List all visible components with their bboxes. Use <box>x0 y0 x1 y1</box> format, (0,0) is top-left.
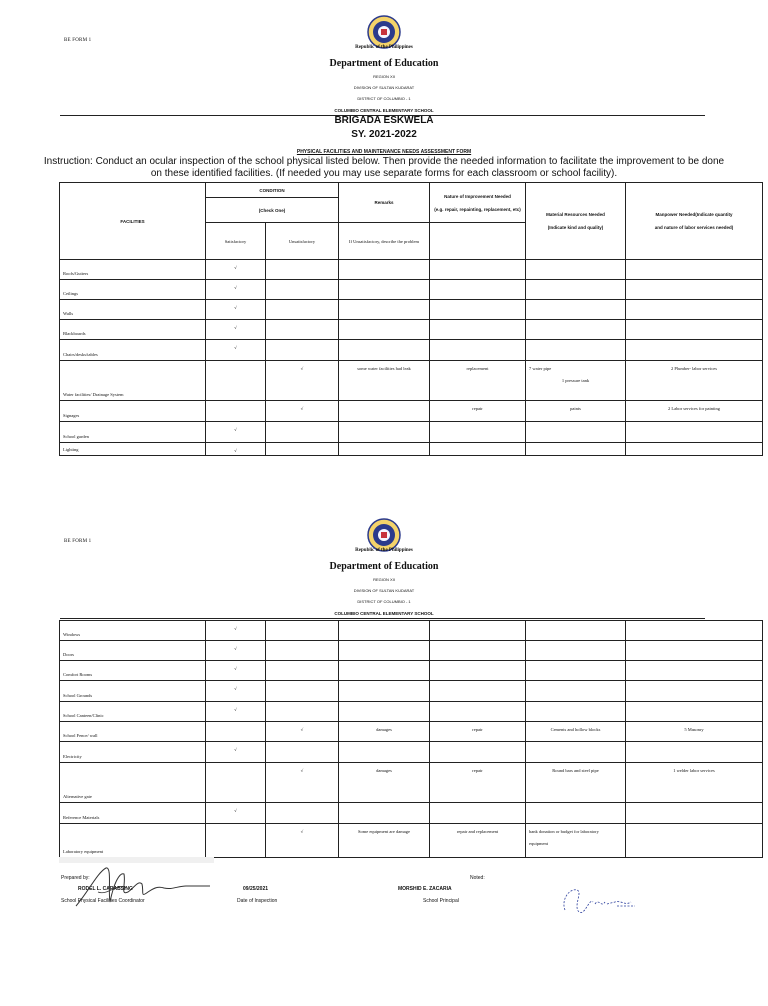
facility-cell: Windows <box>60 621 206 641</box>
table-row <box>60 401 763 422</box>
facility-cell: School Grounds <box>60 681 206 702</box>
satisfactory-cell <box>206 401 266 422</box>
table-row <box>60 702 763 722</box>
material-cell <box>526 422 626 443</box>
material-cell <box>526 702 626 722</box>
nature-cell <box>430 422 526 443</box>
material-cell <box>526 443 626 456</box>
material-cell: Cements and hollow blocks <box>526 722 626 742</box>
remarks-cell <box>339 422 430 443</box>
republic-label: Republic of the Philippines <box>355 45 413 50</box>
inspection-date: 09/25/2021 <box>243 886 269 892</box>
preparer-role: School Physical Facilities Coordinator <box>61 898 145 904</box>
manpower-cell <box>626 742 763 763</box>
division-label: DIVISION OF SULTAN KUDARAT <box>353 85 415 90</box>
material-cell <box>526 320 626 340</box>
table-row <box>60 422 763 443</box>
material-cell: paints <box>526 401 626 422</box>
facility-cell: Lighting <box>60 443 206 456</box>
manpower-cell <box>626 443 763 456</box>
remarks-cell: damages <box>339 763 430 803</box>
table-row <box>60 621 763 641</box>
nature-cell <box>430 803 526 824</box>
table-row <box>60 722 763 742</box>
material-header: Material Resources Needed (Indicate kind and quality) <box>526 183 626 260</box>
material-cell <box>526 621 626 641</box>
nature-cell: replacement <box>430 361 526 401</box>
table-row <box>60 824 763 858</box>
material-cell <box>526 661 626 681</box>
manpower-cell <box>626 681 763 702</box>
facility-cell: Water facilities/ Drainage System <box>60 361 206 401</box>
division-label-page2: DIVISION OF SULTAN KUDARAT <box>353 588 415 593</box>
facility-cell: Alternative gate <box>60 763 206 803</box>
satisfactory-cell <box>206 722 266 742</box>
check-one-label: (Check One) <box>206 198 339 223</box>
preparer-name: RODEL L. CARABSING <box>78 886 133 892</box>
unsatisfactory-cell <box>266 260 339 280</box>
unsatisfactory-cell <box>266 422 339 443</box>
school-year: SY. 2021-2022 <box>351 129 417 140</box>
remarks-cell: some water facilities had leak <box>339 361 430 401</box>
manpower-cell <box>626 300 763 320</box>
remarks-cell <box>339 443 430 456</box>
unsatisfactory-cell <box>266 280 339 300</box>
remarks-cell <box>339 681 430 702</box>
unsatisfactory-cell: √ <box>266 401 339 422</box>
facility-cell: School garden <box>60 422 206 443</box>
material-cell <box>526 681 626 702</box>
nature-cell <box>430 702 526 722</box>
facility-cell: Roofs/Gutters <box>60 260 206 280</box>
noted-label: Noted: <box>470 875 485 881</box>
form-code: BE FORM 1 <box>64 38 92 43</box>
table-row <box>60 320 763 340</box>
manpower-cell <box>626 824 763 858</box>
manpower-cell: 5 Masonry <box>626 722 763 742</box>
material-cell <box>526 280 626 300</box>
satisfactory-cell: √ <box>206 340 266 361</box>
header-divider-page2 <box>60 618 705 619</box>
remarks-header: Remarks <box>339 183 430 223</box>
region-label-page2: REGION XII <box>373 577 395 582</box>
material-cell <box>526 300 626 320</box>
satisfactory-cell: √ <box>206 681 266 702</box>
facility-cell: Signages <box>60 401 206 422</box>
nature-note-cell <box>430 223 526 260</box>
nature-cell <box>430 340 526 361</box>
manpower-cell: 1 welder labor services <box>626 763 763 803</box>
satisfactory-header: Satisfactory <box>206 223 266 260</box>
unsatisfactory-cell: √ <box>266 361 339 401</box>
material-cell: bank donation or budget for laboratory equipment <box>526 824 626 858</box>
remarks-cell <box>339 340 430 361</box>
nature-cell <box>430 443 526 456</box>
unsatisfactory-cell <box>266 443 339 456</box>
nature-cell <box>430 661 526 681</box>
manpower-cell <box>626 641 763 661</box>
nature-header: Nature of Improvement Needed (e.g. repair, repainting, replacement, etc) <box>430 183 526 223</box>
material-cell <box>526 803 626 824</box>
nature-cell <box>430 320 526 340</box>
preparer-signature <box>68 862 218 912</box>
table-row <box>60 661 763 681</box>
manpower-header: Manpower Needed(Indicate quantity and nature of labor services needed) <box>626 183 763 260</box>
unsatisfactory-cell <box>266 661 339 681</box>
nature-cell: repair <box>430 763 526 803</box>
unsatisfactory-cell <box>266 742 339 763</box>
nature-cell <box>430 621 526 641</box>
manpower-cell: 2 Plumber- labor services <box>626 361 763 401</box>
satisfactory-cell: √ <box>206 621 266 641</box>
remarks-cell <box>339 280 430 300</box>
facility-cell: Chairs/desks/tables <box>60 340 206 361</box>
manpower-cell <box>626 702 763 722</box>
department-title-page2: Department of Education <box>329 561 439 572</box>
table-row <box>60 260 763 280</box>
satisfactory-cell: √ <box>206 443 266 456</box>
facilities-header: FACILITIES <box>60 183 206 260</box>
remarks-cell: Some equipment are damage <box>339 824 430 858</box>
nature-cell <box>430 260 526 280</box>
satisfactory-cell: √ <box>206 803 266 824</box>
table-row <box>60 300 763 320</box>
facility-cell: Ceilings <box>60 280 206 300</box>
nature-cell: repair <box>430 722 526 742</box>
table-row <box>60 280 763 300</box>
satisfactory-cell: √ <box>206 422 266 443</box>
assessment-table-page2 <box>59 620 763 858</box>
unsatisfactory-header: Unsatisfactory <box>266 223 339 260</box>
facility-cell: School Canteen/Clinic <box>60 702 206 722</box>
unsatisfactory-cell <box>266 803 339 824</box>
form-code-page2: BE FORM 1 <box>64 539 92 544</box>
unsatisfactory-cell <box>266 320 339 340</box>
remarks-cell <box>339 621 430 641</box>
district-label-page2: DISTRICT OF COLUMBIO - 1 <box>357 599 411 604</box>
table-row <box>60 763 763 803</box>
condition-header: CONDITION <box>206 183 339 198</box>
region-label: REGION XII <box>373 74 395 79</box>
table-row <box>60 681 763 702</box>
facility-cell: Electricity <box>60 742 206 763</box>
satisfactory-cell <box>206 824 266 858</box>
facility-cell: Reference Materials <box>60 803 206 824</box>
material-cell: 7 water pipe 1 pressure tank <box>526 361 626 401</box>
remarks-note: If Unsatisfactory, describe the problem <box>339 223 430 260</box>
facility-cell: Laboratory equipment <box>60 824 206 858</box>
satisfactory-cell: √ <box>206 280 266 300</box>
satisfactory-cell <box>206 361 266 401</box>
instruction-text: Instruction: Conduct an ocular inspection of the school physical listed below. Then provide the needed information to facilitate the improvement to be done on these identified facilities. (If needed you may use separate forms for each classroom or school facility). <box>43 156 725 179</box>
facility-cell: Comfort Rooms <box>60 661 206 681</box>
material-cell <box>526 340 626 361</box>
unsatisfactory-cell <box>266 300 339 320</box>
district-label: DISTRICT OF COLUMBIO - 1 <box>357 96 411 101</box>
nature-cell <box>430 681 526 702</box>
material-cell <box>526 260 626 280</box>
nature-cell <box>430 641 526 661</box>
remarks-cell <box>339 661 430 681</box>
manpower-cell <box>626 621 763 641</box>
nature-cell <box>430 742 526 763</box>
table-row <box>60 443 763 456</box>
manpower-cell <box>626 260 763 280</box>
material-cell: Round bars and steel pipe <box>526 763 626 803</box>
table-row <box>60 340 763 361</box>
manpower-cell: 2 Labor services for painting <box>626 401 763 422</box>
remarks-cell <box>339 401 430 422</box>
assessment-table-page1 <box>59 182 763 456</box>
unsatisfactory-cell <box>266 641 339 661</box>
manpower-cell <box>626 803 763 824</box>
remarks-cell <box>339 260 430 280</box>
manpower-cell <box>626 340 763 361</box>
material-cell <box>526 742 626 763</box>
manpower-cell <box>626 320 763 340</box>
table-row <box>60 803 763 824</box>
satisfactory-cell: √ <box>206 661 266 681</box>
remarks-cell <box>339 742 430 763</box>
principal-name: MORSHID E. ZACARIA <box>398 886 452 892</box>
unsatisfactory-cell <box>266 340 339 361</box>
unsatisfactory-cell: √ <box>266 763 339 803</box>
unsatisfactory-cell: √ <box>266 722 339 742</box>
material-cell <box>526 641 626 661</box>
manpower-cell <box>626 422 763 443</box>
satisfactory-cell <box>206 763 266 803</box>
satisfactory-cell: √ <box>206 300 266 320</box>
form-title: PHYSICAL FACILITIES AND MAINTENANCE NEEDS ASSESSMENT FORM <box>296 149 472 155</box>
remarks-cell <box>339 300 430 320</box>
facility-cell: Doors <box>60 641 206 661</box>
remarks-cell <box>339 641 430 661</box>
nature-cell <box>430 280 526 300</box>
republic-label-page2: Republic of the Philippines <box>355 548 413 553</box>
table-row <box>60 742 763 763</box>
satisfactory-cell: √ <box>206 320 266 340</box>
school-label: COLUMBIO CENTRAL ELEMENTARY SCHOOL <box>334 108 434 113</box>
principal-role: School Principal <box>423 898 459 904</box>
table-row <box>60 361 763 401</box>
department-title: Department of Education <box>329 58 439 69</box>
unsatisfactory-cell: √ <box>266 824 339 858</box>
remarks-cell <box>339 320 430 340</box>
manpower-cell <box>626 280 763 300</box>
date-label: Date of Inspection <box>237 898 278 904</box>
school-label-page2: COLUMBIO CENTRAL ELEMENTARY SCHOOL <box>334 611 434 616</box>
remarks-cell <box>339 702 430 722</box>
satisfactory-cell: √ <box>206 260 266 280</box>
satisfactory-cell: √ <box>206 702 266 722</box>
principal-signature <box>555 880 645 920</box>
nature-cell: repair and replacement <box>430 824 526 858</box>
table-row <box>60 641 763 661</box>
nature-cell <box>430 300 526 320</box>
nature-cell: repair <box>430 401 526 422</box>
facility-cell: School Fence/ wall <box>60 722 206 742</box>
remarks-cell: damages <box>339 722 430 742</box>
facility-cell: Blackboards <box>60 320 206 340</box>
satisfactory-cell: √ <box>206 641 266 661</box>
facility-cell: Walls <box>60 300 206 320</box>
unsatisfactory-cell <box>266 681 339 702</box>
prepared-by-label: Prepared by: <box>61 875 90 881</box>
unsatisfactory-cell <box>266 702 339 722</box>
program-title: BRIGADA ESKWELA <box>334 115 434 126</box>
remarks-cell <box>339 803 430 824</box>
satisfactory-cell: √ <box>206 742 266 763</box>
unsatisfactory-cell <box>266 621 339 641</box>
manpower-cell <box>626 661 763 681</box>
